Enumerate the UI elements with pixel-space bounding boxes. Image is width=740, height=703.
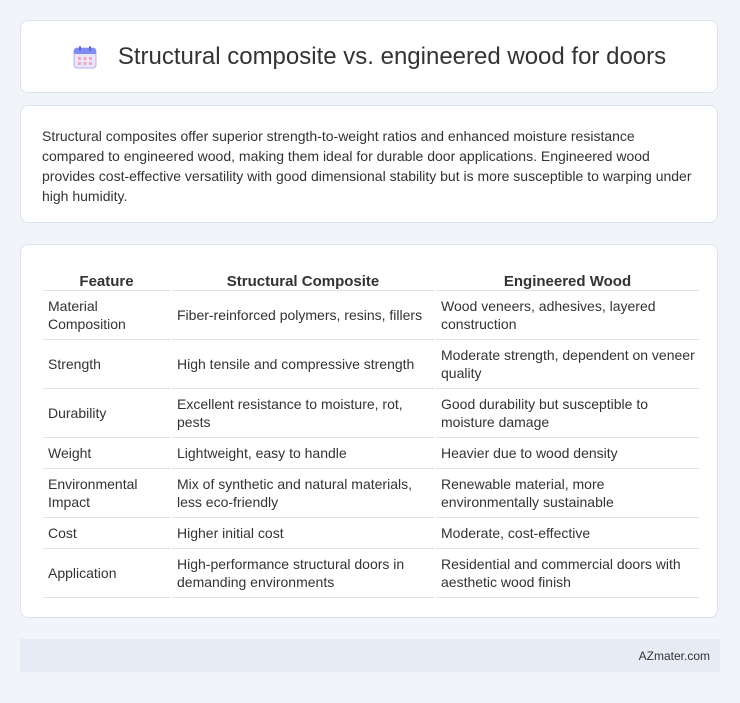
row-engineered-wood: Good durability but susceptible to moisture damage xyxy=(436,389,699,438)
table-row xyxy=(43,438,699,469)
footer-brand: AZmater.com xyxy=(638,648,710,663)
column-header-engineered-wood: Engineered Wood xyxy=(436,265,699,291)
summary-card xyxy=(20,105,718,223)
table-row xyxy=(43,549,699,598)
row-feature: Durability xyxy=(43,389,170,438)
row-structural-composite: Lightweight, easy to handle xyxy=(172,438,434,469)
table-row xyxy=(43,291,699,340)
table-row xyxy=(43,469,699,518)
row-engineered-wood: Moderate strength, dependent on veneer quality xyxy=(436,340,699,389)
row-structural-composite: Fiber-reinforced polymers, resins, fillers xyxy=(172,291,434,340)
column-header-feature: Feature xyxy=(43,265,170,291)
row-structural-composite: High tensile and compressive strength xyxy=(172,340,434,389)
row-engineered-wood: Residential and commercial doors with aesthetic wood finish xyxy=(436,549,699,598)
title-card xyxy=(20,20,718,93)
summary-text: Structural composites offer superior strength-to-weight ratios and enhanced moisture resistance compared to engineered wood, making them ideal for durable door applications. Engineered wood provides cost-effective versatility with good dimensional stability but is more susceptible to warping under high humidity. xyxy=(42,128,692,204)
calendar-icon xyxy=(72,44,98,70)
table-row xyxy=(43,389,699,438)
row-feature: Cost xyxy=(43,518,170,549)
row-feature: Material Composition xyxy=(43,291,170,340)
comparison-table xyxy=(41,265,701,598)
table-card xyxy=(20,244,718,618)
table-row xyxy=(43,518,699,549)
title-wrap xyxy=(72,43,666,71)
row-structural-composite: High-performance structural doors in demanding environments xyxy=(172,549,434,598)
row-engineered-wood: Wood veneers, adhesives, layered construction xyxy=(436,291,699,340)
row-engineered-wood: Moderate, cost-effective xyxy=(436,518,699,549)
row-feature: Weight xyxy=(43,438,170,469)
column-header-structural-composite: Structural Composite xyxy=(172,265,434,291)
row-engineered-wood: Renewable material, more environmentally sustainable xyxy=(436,469,699,518)
row-feature: Environmental Impact xyxy=(43,469,170,518)
row-engineered-wood: Heavier due to wood density xyxy=(436,438,699,469)
row-structural-composite: Excellent resistance to moisture, rot, pests xyxy=(172,389,434,438)
table-row xyxy=(43,340,699,389)
row-feature: Application xyxy=(43,549,170,598)
table-header-row xyxy=(43,265,699,291)
row-feature: Strength xyxy=(43,340,170,389)
row-structural-composite: Mix of synthetic and natural materials, less eco-friendly xyxy=(172,469,434,518)
row-structural-composite: Higher initial cost xyxy=(172,518,434,549)
footer xyxy=(20,639,720,672)
page-title: Structural composite vs. engineered wood for doors xyxy=(117,42,667,70)
